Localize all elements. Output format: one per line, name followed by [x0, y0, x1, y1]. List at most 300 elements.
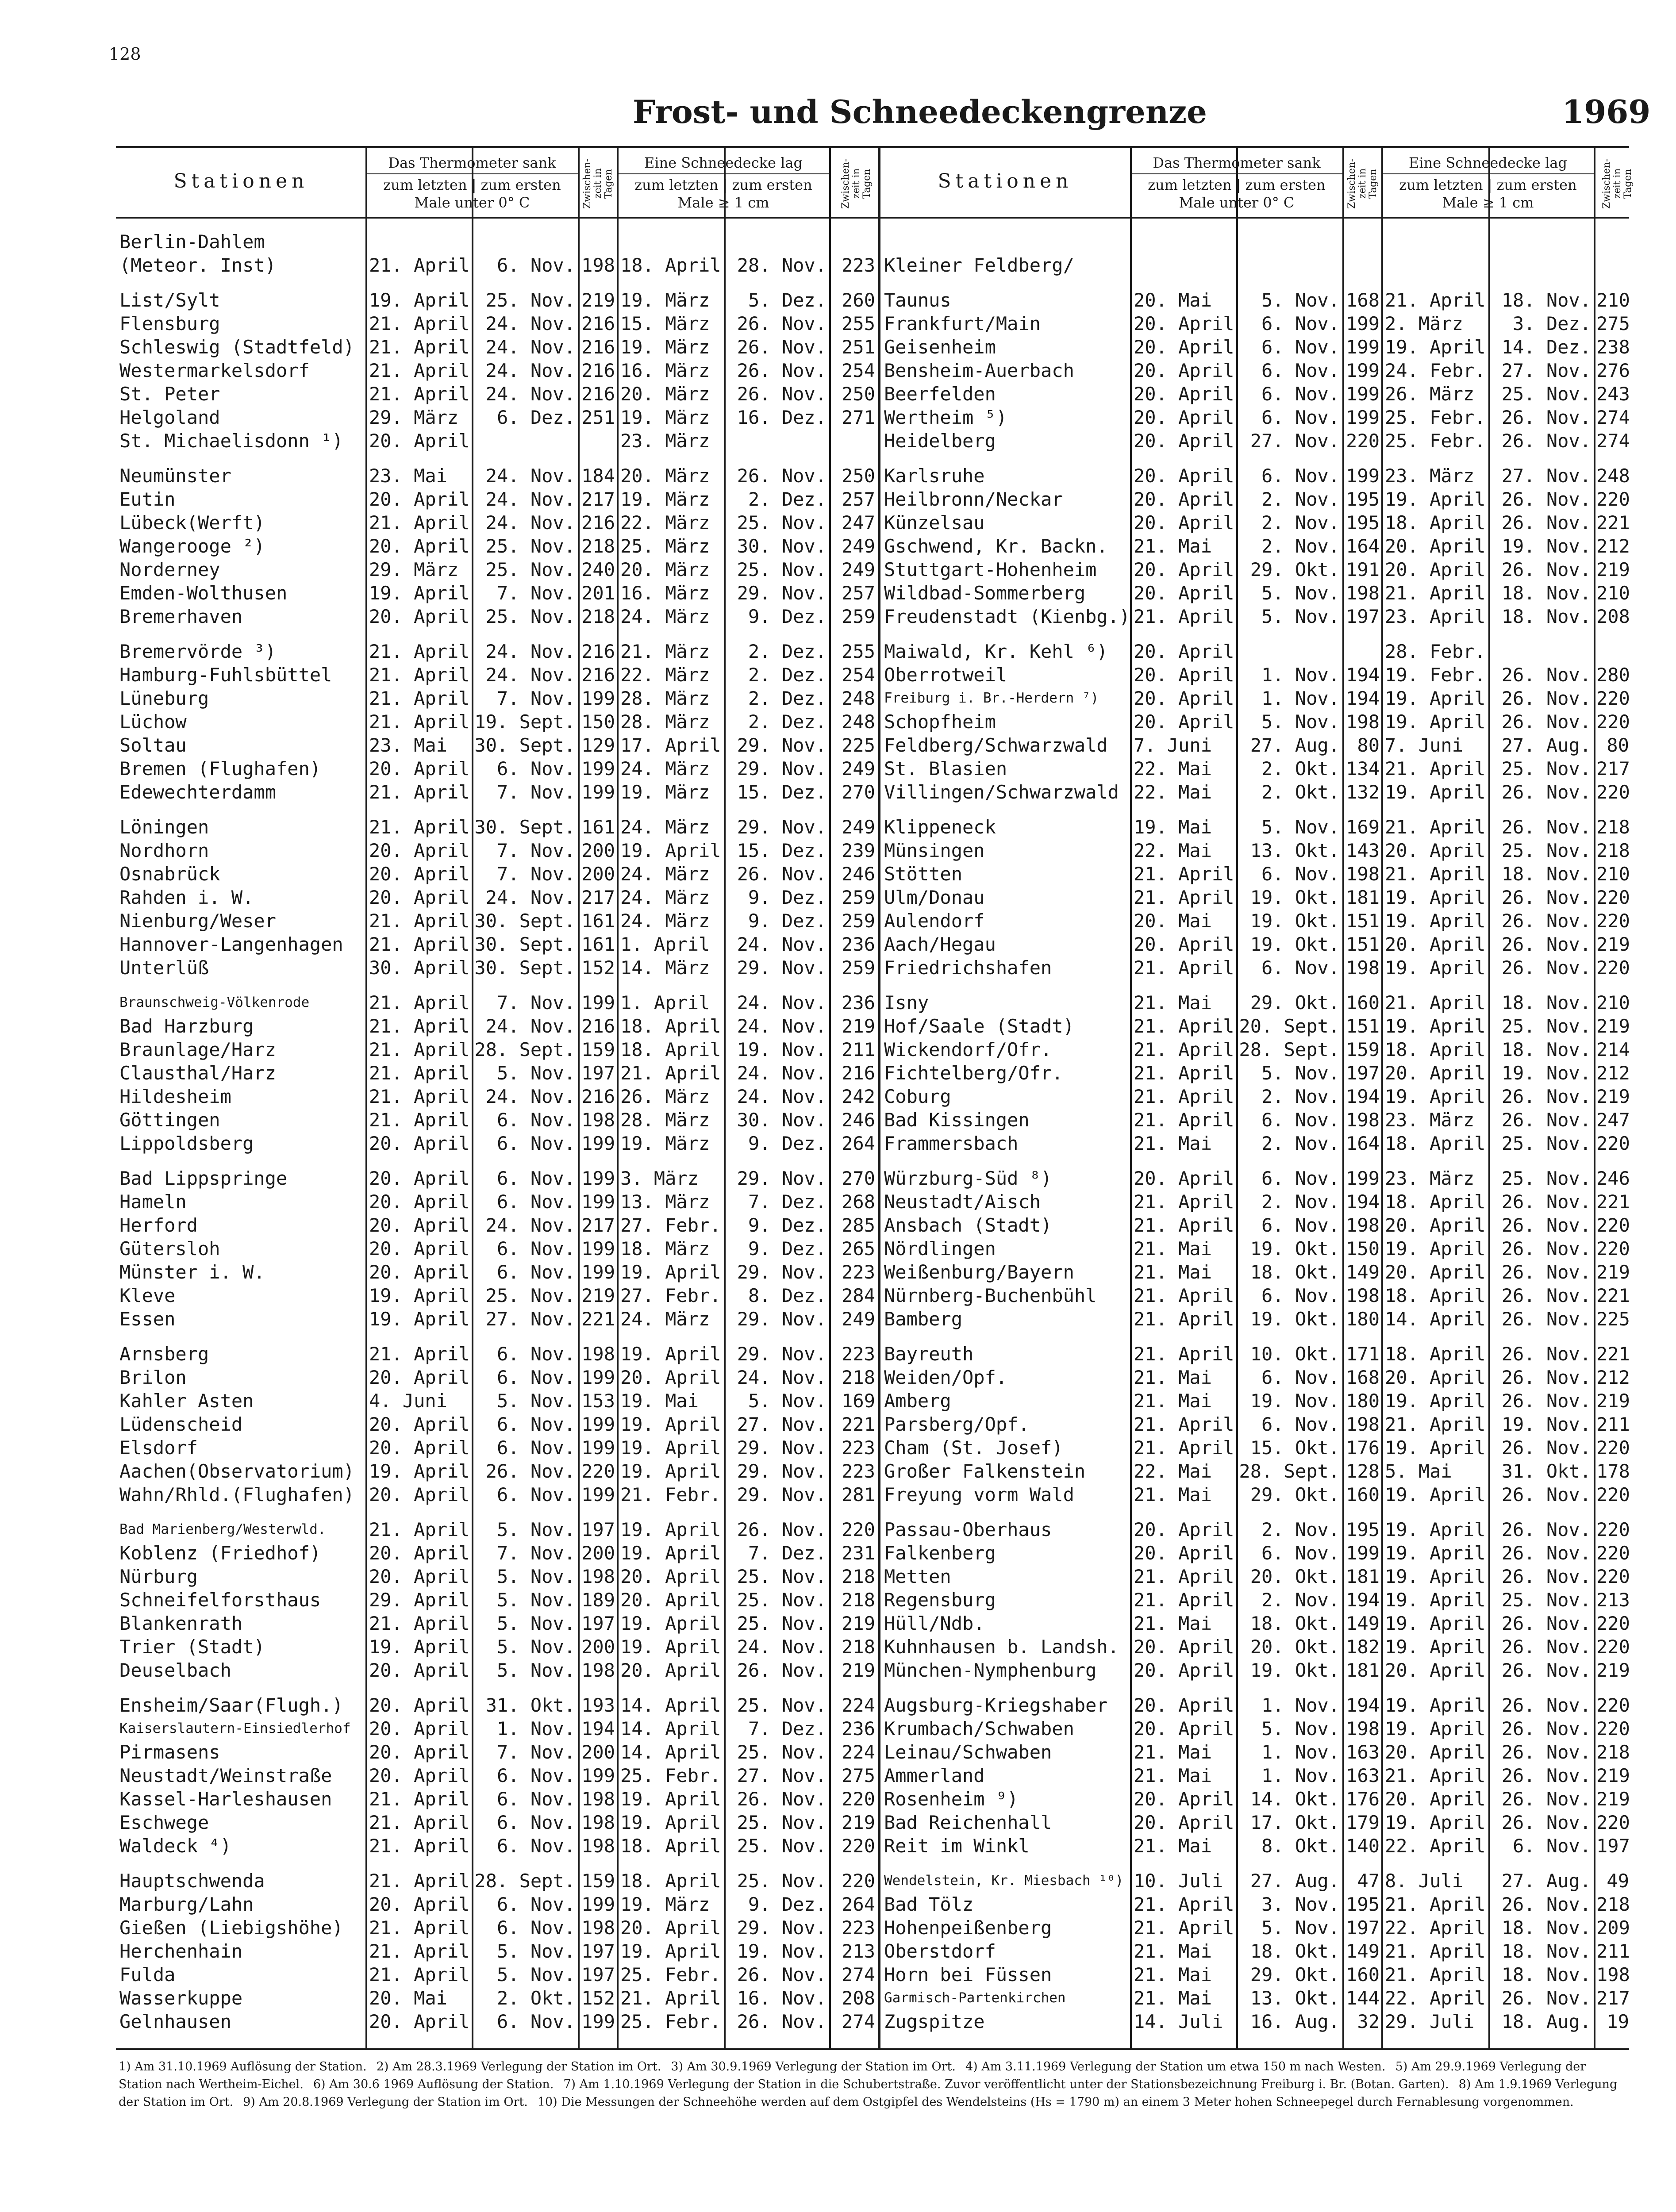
- table-cell-snow-days: 210: [1596, 582, 1630, 604]
- table-cell-snow-last: 19. März: [620, 407, 710, 428]
- table-cell-snow-first: 25. Nov.: [737, 512, 826, 534]
- vrule: [1342, 146, 1344, 2048]
- table-cell-frost-first: [474, 429, 575, 453]
- table-cell-snow-last: 21. Febr.: [620, 1484, 721, 1505]
- table-cell-snow-last: 20. April: [1385, 1659, 1486, 1681]
- row-spacer: [1345, 804, 1380, 815]
- table-cell-frost-first: 2. Nov.: [1261, 512, 1340, 534]
- table-cell-snow-first: [727, 429, 826, 453]
- table-cell-snow-first: 18. Nov.: [1501, 992, 1591, 1014]
- table-cell-snow-last: 14. April: [620, 1741, 721, 1763]
- table-cell-snow-days: 220: [1596, 910, 1630, 932]
- table-cell-snow-last: 19. April: [1385, 1390, 1486, 1412]
- table-cell-frost-first: 24. Nov.: [485, 313, 575, 334]
- row-spacer: [1491, 979, 1591, 991]
- table-cell-snow-last: 1. April: [620, 933, 710, 955]
- table-cell-snow-first: 25. Nov.: [737, 1589, 826, 1611]
- table-cell-snow-days: 225: [842, 734, 875, 756]
- row-spacer: [1385, 1155, 1487, 1167]
- table-cell-snow-first: 18. Nov.: [1501, 1940, 1591, 1962]
- table-cell-snow-days: 238: [1596, 336, 1630, 358]
- table-cell-frost-last: 21. April: [1134, 863, 1234, 885]
- row-spacer: [832, 1858, 875, 1869]
- row-spacer: [1596, 1858, 1629, 1869]
- table-cell-name: Villingen/Schwarzwald: [884, 781, 1119, 803]
- table-cell-snow-last: 13. März: [620, 1191, 710, 1213]
- table-cell-frost-first: 24. Nov.: [485, 664, 575, 686]
- footnote: 9) Am 20.8.1969 Verlegung der Station im Ort.: [243, 2095, 528, 2109]
- table-cell-frost-first: 5. Nov.: [1261, 1718, 1340, 1740]
- table-cell-days: 194: [581, 1718, 615, 1740]
- table-cell-name: Elsdorf: [119, 1437, 198, 1459]
- table-cell-frost-last: 21. April: [1134, 1343, 1234, 1365]
- table-cell-days: 201: [581, 582, 615, 604]
- table-cell-frost-first: 30. Sept.: [474, 816, 575, 838]
- table-cell-frost-first: 6. Nov.: [496, 1413, 575, 1435]
- table-cell-snow-days: 211: [1596, 1413, 1630, 1435]
- table-cell-name: Würzburg-Süd ⁸): [884, 1167, 1052, 1189]
- table-cell-snow-last: 19. April: [1385, 1484, 1486, 1505]
- table-cell-name: Deuselbach: [119, 1659, 231, 1681]
- table-cell-frost-first: 30. Sept.: [474, 734, 575, 756]
- table-cell-snow-first: 24. Nov.: [737, 1086, 826, 1107]
- row-spacer: [1239, 628, 1340, 640]
- table-cell-snow-last: 22. April: [1385, 1835, 1486, 1857]
- table-cell-days: 199: [581, 1437, 615, 1459]
- table-cell-snow-first: 19. Nov.: [737, 1940, 826, 1962]
- table-cell-snow-first: 29. Nov.: [737, 1261, 826, 1283]
- table-cell-frost-last: 21. April: [369, 910, 470, 932]
- table-cell-frost-last: 29. April: [369, 1589, 470, 1611]
- table-cell-snow-first: 26. Nov.: [1501, 407, 1591, 428]
- table-cell-frost-first: 28. Sept.: [1239, 1460, 1340, 1482]
- table-cell-frost-last: 21. April: [369, 1039, 470, 1060]
- table-cell-frost-first: 20. Sept.: [1239, 1015, 1340, 1037]
- table-cell-snow-days: 274: [1596, 430, 1630, 452]
- row-spacer: [580, 1858, 615, 1869]
- table-cell-frost-last: 21. April: [369, 933, 470, 955]
- table-cell-name: München-Nymphenburg: [884, 1659, 1097, 1681]
- table-cell-days: 199: [581, 1484, 615, 1505]
- table-cell-days: 134: [1346, 758, 1380, 780]
- table-cell-snow-days: 219: [1596, 1015, 1630, 1037]
- table-cell-snow-last: 18. April: [1385, 1039, 1486, 1060]
- table-cell-snow-last: 21. April: [1385, 582, 1486, 604]
- table-cell-frost-first: 19. Okt.: [1250, 910, 1340, 932]
- table-cell-frost-first: 5. Nov.: [1261, 1917, 1340, 1939]
- row-spacer: [474, 1331, 575, 1342]
- header-stations-right: Stationen: [938, 170, 1073, 192]
- row-spacer: [369, 1331, 470, 1342]
- table-cell-days: 182: [1346, 1636, 1380, 1658]
- table-cell-snow-first: 29. Nov.: [737, 957, 826, 979]
- table-cell-name: Reit im Winkl: [884, 1835, 1030, 1857]
- table-cell-snow-first: 29. Nov.: [737, 1460, 826, 1482]
- table-cell-frost-last: 21. April: [1134, 1039, 1234, 1060]
- table-cell-snow-first: 3. Dez.: [1512, 313, 1591, 334]
- table-cell-snow-last: 18. April: [620, 1039, 721, 1060]
- table-cell-frost-first: 7. Nov.: [496, 840, 575, 861]
- header-snow-interval: Zwischen-zeit in Tagen: [840, 158, 873, 209]
- table-cell-frost-last: 21. Mai: [1134, 1261, 1212, 1283]
- table-cell-frost-last: 21. Mai: [1134, 1238, 1212, 1260]
- table-cell-frost-first: 28. Sept.: [474, 1870, 575, 1892]
- table-cell-snow-days: 257: [842, 582, 875, 604]
- row-spacer: [1345, 1331, 1380, 1342]
- table-cell-snow-days: 218: [842, 1636, 875, 1658]
- row-spacer: [620, 1506, 722, 1518]
- table-cell-frost-first: 6. Nov.: [496, 1133, 575, 1154]
- table-cell-frost-first: 2. Nov.: [1261, 1086, 1340, 1107]
- table-cell-days: 160: [1346, 1484, 1380, 1505]
- table-cell-frost-first: [1239, 230, 1340, 253]
- table-cell-snow-days: 220: [1596, 1542, 1630, 1564]
- table-cell-frost-first: 24. Nov.: [485, 887, 575, 908]
- row-spacer: [580, 804, 615, 815]
- table-cell-snow-days: 219: [842, 1659, 875, 1681]
- table-cell-frost-first: 25. Nov.: [485, 606, 575, 627]
- table-cell-name: Heilbronn/Neckar: [884, 488, 1063, 510]
- table-cell-days: 152: [581, 1987, 615, 2009]
- table-cell-snow-first: 2. Dez.: [748, 664, 826, 686]
- table-cell-frost-first: 6. Nov.: [1261, 1542, 1340, 1564]
- table-cell-snow-days: 213: [842, 1940, 875, 1962]
- table-cell-name: Edewechterdamm: [119, 781, 277, 803]
- table-cell-frost-first: 24. Nov.: [485, 383, 575, 405]
- row-spacer: [620, 628, 722, 640]
- table-cell-frost-last: 20. April: [369, 1238, 470, 1260]
- row-spacer: [1345, 277, 1380, 288]
- table-cell-name: Regensburg: [884, 1589, 996, 1611]
- table-cell-days: 216: [581, 360, 615, 381]
- table-cell-snow-days: [1596, 230, 1629, 253]
- table-cell-frost-last: 21. April: [1134, 1893, 1234, 1915]
- table-cell-frost-last: 19. April: [369, 1636, 470, 1658]
- row-spacer: [1385, 1682, 1487, 1694]
- table-cell-days: 149: [1346, 1613, 1380, 1634]
- row-spacer: [1491, 628, 1591, 640]
- row-spacer: [1134, 277, 1234, 288]
- table-cell-snow-days: 220: [1596, 1519, 1630, 1540]
- table-cell-frost-first: 19. Okt.: [1250, 933, 1340, 955]
- table-cell-frost-first: 29. Okt.: [1250, 992, 1340, 1014]
- table-cell-snow-last: 20. April: [620, 1917, 721, 1939]
- table-cell-snow-days: 254: [842, 360, 875, 381]
- table-cell-snow-first: [1491, 253, 1591, 277]
- table-cell-days: [580, 230, 615, 253]
- table-cell-snow-first: 19. Nov.: [1501, 1413, 1591, 1435]
- table-cell-snow-first: 27. Nov.: [1501, 465, 1591, 487]
- table-cell-days: 194: [1346, 1191, 1380, 1213]
- table-cell-frost-first: 31. Okt.: [485, 1694, 575, 1716]
- table-cell-snow-last: 14. März: [620, 957, 710, 979]
- table-cell-frost-first: 5. Nov.: [1261, 711, 1340, 733]
- table-cell-frost-last: 21. April: [369, 313, 470, 334]
- table-cell-days: 199: [581, 992, 615, 1014]
- table-cell-snow-last: 20. April: [1385, 1788, 1486, 1810]
- table-cell-snow-last: 26. März: [620, 1086, 710, 1107]
- vrule: [724, 146, 726, 2048]
- table-cell-frost-last: 21. April: [1134, 1589, 1234, 1611]
- table-cell-name: Bad Kissingen: [884, 1109, 1030, 1131]
- table-cell-snow-days: 217: [1596, 758, 1630, 780]
- table-cell-snow-days: 285: [842, 1214, 875, 1236]
- table-cell-snow-first: 29. Nov.: [737, 1167, 826, 1189]
- table-cell-snow-days: 248: [842, 711, 875, 733]
- table-cell-snow-last: 19. April: [1385, 1015, 1486, 1037]
- table-cell-snow-first: 26. Nov.: [737, 313, 826, 334]
- table-cell-name: Braunschweig-Völkenrode: [119, 995, 310, 1010]
- table-cell-frost-last: 29. März: [369, 559, 459, 580]
- table-cell-snow-first: 26. Nov.: [737, 1964, 826, 1985]
- table-cell-name: Oberrotweil: [884, 664, 1007, 686]
- table-cell-frost-first: 16. Aug.: [1250, 2011, 1340, 2032]
- table-cell-snow-first: 24. Nov.: [737, 1636, 826, 1658]
- table-cell-days: 160: [1346, 992, 1380, 1014]
- table-cell-snow-last: 14. April: [1385, 1308, 1486, 1330]
- table-cell-frost-first: 5. Nov.: [496, 1566, 575, 1587]
- table-cell-frost-first: 5. Nov.: [1261, 816, 1340, 838]
- table-cell-frost-last: 20. April: [369, 1741, 470, 1763]
- table-cell-frost-last: 20. April: [1134, 488, 1234, 510]
- table-cell-snow-last: 25. Febr.: [1385, 430, 1486, 452]
- table-cell-snow-first: 14. Dez.: [1501, 336, 1591, 358]
- table-cell-name: Geisenheim: [884, 336, 996, 358]
- table-cell-name: Gütersloh: [119, 1238, 220, 1260]
- table-cell-snow-last: 23. März: [620, 430, 710, 452]
- row-spacer: [832, 804, 875, 815]
- table-cell-frost-first: 6. Nov.: [496, 758, 575, 780]
- table-cell-name: Bayreuth: [884, 1343, 974, 1365]
- table-cell-snow-days: [832, 230, 875, 253]
- table-cell-frost-last: 10. Juli: [1134, 1870, 1223, 1892]
- header-snow-right: Eine Schneedecke lag: [1409, 154, 1567, 171]
- table-cell-frost-last: [1134, 253, 1234, 277]
- table-cell-days: 197: [581, 1940, 615, 1962]
- table-cell-name: Nürnberg-Buchenbühl: [884, 1285, 1097, 1306]
- table-cell-name: Bad Lippspringe: [119, 1167, 288, 1189]
- table-cell-snow-first: 26. Nov.: [1501, 1308, 1591, 1330]
- table-cell-name: Passau-Oberhaus: [884, 1519, 1052, 1540]
- table-cell-snow-last: 18. April: [1385, 1191, 1486, 1213]
- table-cell-snow-last: 27. Febr.: [620, 1285, 721, 1306]
- table-cell-frost-first: 29. Okt.: [1250, 559, 1340, 580]
- table-cell-name: Schneifelforsthaus: [119, 1589, 321, 1611]
- table-cell-days: 218: [581, 606, 615, 627]
- table-cell-snow-days: 236: [842, 933, 875, 955]
- table-cell-snow-last: 19. April: [1385, 1437, 1486, 1459]
- table-cell-snow-last: 21. April: [1385, 1893, 1486, 1915]
- table-cell-name: Wildbad-Sommerberg: [884, 582, 1086, 604]
- table-cell-frost-last: 21. April: [369, 1343, 470, 1365]
- table-cell-name: Hannover-Langenhagen: [119, 933, 343, 955]
- table-cell-snow-first: 26. Nov.: [737, 2011, 826, 2032]
- row-spacer: [580, 1331, 615, 1342]
- row-spacer: [580, 453, 615, 464]
- table-cell-snow-last: 18. April: [620, 254, 721, 276]
- table-cell-snow-first: 26. Nov.: [1501, 910, 1591, 932]
- table-cell-snow-first: 26. Nov.: [1501, 664, 1591, 686]
- table-cell-name: Löningen: [119, 816, 209, 838]
- table-cell-days: 198: [581, 1566, 615, 1587]
- table-cell-snow-first: 29. Nov.: [737, 758, 826, 780]
- row-spacer: [1134, 979, 1234, 991]
- table-cell-snow-last: 19. Febr.: [1385, 664, 1486, 686]
- table-cell-frost-last: 21. April: [369, 711, 470, 733]
- table-cell-snow-days: 219: [842, 1015, 875, 1037]
- table-cell-frost-last: 20. April: [1134, 641, 1234, 662]
- table-cell-snow-days: 220: [1596, 1566, 1630, 1587]
- table-cell-snow-last: 23. März: [1385, 1167, 1475, 1189]
- table-cell-days: 197: [1346, 1062, 1380, 1084]
- table-cell-frost-first: 6. Nov.: [496, 1343, 575, 1365]
- table-cell-snow-days: 214: [1596, 1039, 1630, 1060]
- table-cell-days: 198: [1346, 1214, 1380, 1236]
- table-cell-name: Freiburg i. Br.-Herdern ⁷): [884, 690, 1099, 706]
- table-cell-frost-first: 6. Nov.: [496, 1917, 575, 1939]
- table-cell-name: Bad Marienberg/Westerwld.: [119, 1521, 326, 1537]
- table-cell-days: 216: [581, 336, 615, 358]
- table-cell-days: 198: [1346, 1285, 1380, 1306]
- row-spacer: [620, 1858, 722, 1869]
- row-spacer: [1134, 453, 1234, 464]
- table-cell-snow-first: 16. Dez.: [737, 407, 826, 428]
- table-cell-frost-first: 6. Nov.: [1261, 1214, 1340, 1236]
- table-cell-days: 199: [1346, 383, 1380, 405]
- table-cell-snow-days: 220: [842, 1870, 875, 1892]
- table-cell-frost-last: 21. Mai: [1134, 1765, 1212, 1786]
- table-cell-snow-last: 19. April: [1385, 1566, 1486, 1587]
- table-cell-days: 200: [581, 863, 615, 885]
- table-cell-snow-days: 275: [842, 1765, 875, 1786]
- table-cell-snow-first: 18. Nov.: [1501, 863, 1591, 885]
- table-cell-snow-first: 25. Nov.: [737, 1812, 826, 1833]
- table-cell-name: Friedrichshafen: [884, 957, 1052, 979]
- table-cell-snow-last: 20. April: [1385, 1741, 1486, 1763]
- table-cell-frost-last: 21. April: [369, 1109, 470, 1131]
- table-cell-name: Hildesheim: [119, 1086, 231, 1107]
- table-cell-snow-first: 28. Nov.: [737, 254, 826, 276]
- table-cell-snow-last: 20. April: [1385, 1367, 1486, 1388]
- table-cell-days: 180: [1346, 1308, 1380, 1330]
- table-cell-frost-first: 25. Nov.: [485, 535, 575, 557]
- table-cell-frost-first: 19. Okt.: [1250, 1238, 1340, 1260]
- table-cell-snow-last: 28. Febr.: [1385, 641, 1486, 662]
- table-cell-snow-days: 221: [842, 1413, 875, 1435]
- table-cell-snow-first: 24. Nov.: [737, 1015, 826, 1037]
- table-cell-frost-last: 21. Mai: [1134, 992, 1212, 1014]
- table-cell-days: 152: [581, 957, 615, 979]
- table-cell-snow-last: 19. April: [1385, 957, 1486, 979]
- table-cell-snow-first: 9. Dez.: [748, 910, 826, 932]
- table-cell-days: 193: [581, 1694, 615, 1716]
- right-snow-last: [1385, 230, 1487, 2033]
- table-cell-snow-last: 25. Febr.: [620, 2011, 721, 2032]
- table-cell-snow-days: 223: [842, 1437, 875, 1459]
- header-snow-sub2: Male ≥ 1 cm: [677, 194, 769, 211]
- table-cell-name: Fulda: [119, 1964, 176, 1985]
- table-cell-snow-days: 248: [1596, 465, 1630, 487]
- table-cell-frost-first: 5. Nov.: [496, 1636, 575, 1658]
- row-spacer: [369, 979, 470, 991]
- table-cell-frost-first: 3. Nov.: [1261, 1893, 1340, 1915]
- row-spacer: [832, 277, 875, 288]
- table-cell-name: Hameln: [119, 1191, 187, 1213]
- table-cell-name: Blankenrath: [119, 1613, 243, 1634]
- table-cell-snow-days: 220: [1596, 1812, 1630, 1833]
- table-cell-frost-last: 21. April: [1134, 1413, 1234, 1435]
- header-snow-sub-right: zum letzten | zum ersten: [1399, 177, 1577, 193]
- table-cell-frost-first: 19. Sept.: [474, 711, 575, 733]
- table-cell-frost-first: 28. Sept.: [474, 1039, 575, 1060]
- table-cell-days: 163: [1346, 1765, 1380, 1786]
- table-cell-snow-last: 19. April: [1385, 1086, 1486, 1107]
- table-cell-snow-last: 21. April: [1385, 758, 1486, 780]
- table-cell-days: 217: [581, 488, 615, 510]
- table-cell-days: 194: [1346, 664, 1380, 686]
- table-cell-frost-last: 21. Mai: [1134, 1964, 1212, 1985]
- table-cell-days: 197: [581, 1964, 615, 1985]
- table-cell-frost-last: 21. Mai: [1134, 1484, 1212, 1505]
- table-cell-frost-first: 7. Nov.: [496, 863, 575, 885]
- row-spacer: [474, 804, 575, 815]
- row-spacer: [119, 1682, 364, 1694]
- table-cell-snow-last: 16. März: [620, 360, 710, 381]
- table-cell-frost-first: 27. Nov.: [1250, 430, 1340, 452]
- table-cell-frost-last: 14. Juli: [1134, 2011, 1223, 2032]
- table-cell-days: 198: [581, 1109, 615, 1131]
- table-cell-snow-days: 255: [842, 641, 875, 662]
- table-cell-frost-first: 6. Nov.: [1261, 407, 1340, 428]
- table-cell-snow-days: 259: [842, 957, 875, 979]
- table-cell-snow-days: 210: [1596, 289, 1630, 311]
- table-cell-snow-last: 18. April: [620, 1870, 721, 1892]
- row-spacer: [1134, 628, 1234, 640]
- vrule: [578, 146, 580, 2048]
- table-cell-frost-last: 21. April: [369, 254, 470, 276]
- table-cell-days: 198: [1346, 582, 1380, 604]
- table-cell-snow-last: 19. April: [620, 1343, 721, 1365]
- table-cell-frost-first: 27. Aug.: [1250, 1870, 1340, 1892]
- table-cell-frost-first: 13. Okt.: [1250, 1987, 1340, 2009]
- table-cell-snow-last: 19. April: [620, 1788, 721, 1810]
- table-cell-snow-days: 246: [842, 863, 875, 885]
- table-cell-name: St. Blasien: [884, 758, 1007, 780]
- table-cell-snow-first: 26. Nov.: [1501, 1285, 1591, 1306]
- table-cell-snow-days: 231: [842, 1542, 875, 1564]
- snow-subrule-left: [618, 173, 829, 174]
- table-cell-frost-first: 28. Sept.: [1239, 1039, 1340, 1060]
- vrule: [365, 146, 367, 2048]
- row-spacer: [369, 453, 470, 464]
- table-cell-frost-last: 21. April: [369, 1086, 470, 1107]
- table-cell-snow-last: 23. März: [1385, 465, 1475, 487]
- table-cell-frost-first: 6. Nov.: [1261, 1167, 1340, 1189]
- table-cell-frost-first: 6. Nov.: [496, 2011, 575, 2032]
- table-cell-days: 198: [1346, 957, 1380, 979]
- table-cell-snow-first: 26. Nov.: [1501, 1893, 1591, 1915]
- table-cell-days: 151: [1346, 1015, 1380, 1037]
- table-cell-frost-first: 24. Nov.: [485, 360, 575, 381]
- row-spacer: [620, 979, 722, 991]
- table-cell-snow-days: 257: [842, 488, 875, 510]
- row-spacer: [1596, 979, 1629, 991]
- row-spacer: [832, 628, 875, 640]
- row-spacer: [620, 453, 722, 464]
- table-cell-name: Unterlüß: [119, 957, 209, 979]
- table-cell-days: 181: [1346, 1566, 1380, 1587]
- table-cell-frost-first: 5. Nov.: [496, 1390, 575, 1412]
